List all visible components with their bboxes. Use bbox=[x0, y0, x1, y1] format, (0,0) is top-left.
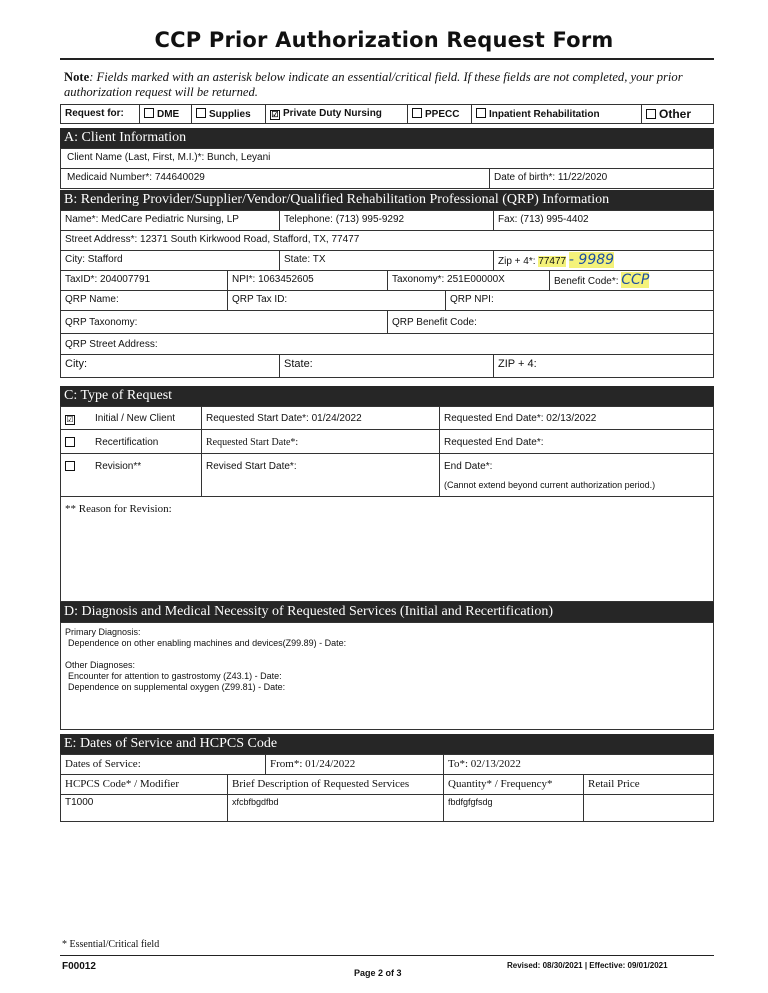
other-diagnosis-item: Dependence on supplemental oxygen (Z99.81) - Date: bbox=[68, 682, 286, 692]
hcpcs-column-header: HCPCS Code* / Modifier bbox=[65, 778, 179, 790]
city-row bbox=[60, 250, 714, 271]
benefit-code-field[interactable] bbox=[549, 271, 715, 290]
retail-price-column-header: Retail Price bbox=[583, 775, 715, 794]
revision-date: Revised: 08/30/2021 | Effective: 09/01/2021 bbox=[507, 961, 668, 970]
checkbox-icon bbox=[476, 108, 486, 118]
section-c-header: C: Type of Request bbox=[60, 386, 714, 406]
revised-start-date-field[interactable]: Revised Start Date*: bbox=[201, 454, 439, 496]
provider-name-field[interactable]: Name*: MedCare Pediatric Nursing, LP bbox=[65, 214, 239, 225]
primary-diagnosis-label: Primary Diagnosis: bbox=[65, 627, 141, 637]
city-field[interactable]: City: Stafford bbox=[65, 254, 123, 265]
qrp-zip-field[interactable]: ZIP + 4: bbox=[493, 355, 715, 377]
section-a-header: A: Client Information bbox=[60, 128, 714, 148]
section-e-header: E: Dates of Service and HCPCS Code bbox=[60, 734, 714, 754]
description-cell[interactable]: xfcbfbgdfbd bbox=[227, 795, 443, 821]
recert-end-date-field[interactable]: Requested End Date*: bbox=[439, 430, 715, 453]
qrp-state-field[interactable]: State: bbox=[279, 355, 493, 377]
benefit-code-label: Benefit Code*: bbox=[554, 276, 619, 287]
checkbox-icon bbox=[646, 109, 656, 119]
checkbox-initial[interactable] bbox=[61, 407, 91, 429]
retail-price-cell[interactable] bbox=[583, 795, 715, 821]
note-text: : Fields marked with an asterisk below indicate an essential/critical field. If these fields are not completed, your prior authorization request will be returned. bbox=[64, 70, 683, 99]
other-diagnosis-item: Encounter for attention to gastrostomy (Z43.1) - Date: bbox=[68, 671, 282, 681]
client-name-field[interactable]: Client Name (Last, First, M.I.)*: Bunch, Leyani bbox=[67, 152, 271, 163]
hcpcs-header-row bbox=[60, 774, 714, 795]
hcpcs-data-row bbox=[60, 794, 714, 822]
service-to-field[interactable]: To*: 02/13/2022 bbox=[443, 755, 715, 774]
quantity-cell[interactable]: fbdfgfgfsdg bbox=[443, 795, 583, 821]
qrp-benefit-code-field[interactable]: QRP Benefit Code: bbox=[387, 311, 715, 333]
essential-field-note: * Essential/Critical field bbox=[62, 939, 160, 950]
request-type-label: Revision** bbox=[95, 461, 142, 472]
primary-diagnosis: Dependence on other enabling machines and devices(Z99.89) - Date: bbox=[68, 638, 347, 648]
checkbox-supplies[interactable]: Supplies bbox=[191, 105, 265, 123]
dates-of-service-label: Dates of Service: bbox=[65, 758, 141, 770]
zip-field[interactable] bbox=[493, 251, 715, 270]
checkbox-ppecc[interactable]: PPECC bbox=[407, 105, 471, 123]
taxonomy-field[interactable]: Taxonomy*: 251E00000X bbox=[387, 271, 549, 290]
hcpcs-code-cell[interactable]: T1000 bbox=[65, 797, 94, 808]
footer-rule bbox=[60, 955, 714, 956]
reason-for-revision-label: ** Reason for Revision: bbox=[65, 503, 172, 515]
checkbox-icon bbox=[65, 437, 75, 447]
checked-box-icon: ☑ bbox=[271, 110, 279, 119]
other-diagnoses-label: Other Diagnoses: bbox=[65, 660, 136, 670]
note-label: Note bbox=[64, 70, 90, 84]
checkbox-icon bbox=[196, 108, 206, 118]
request-type-label: Recertification bbox=[95, 437, 159, 448]
checkbox-dme[interactable]: DME bbox=[139, 105, 191, 123]
reason-for-revision-box[interactable] bbox=[60, 496, 714, 602]
dates-of-service-row bbox=[60, 754, 714, 775]
qrp-name-field[interactable]: QRP Name: bbox=[65, 294, 119, 305]
request-type-row-revision bbox=[60, 453, 714, 497]
checkbox-private-duty-nursing[interactable]: ☑ Private Duty Nursing bbox=[265, 105, 407, 123]
requested-end-date-field[interactable]: Requested End Date*: 02/13/2022 bbox=[439, 407, 715, 429]
checkbox-icon bbox=[65, 461, 75, 471]
benefit-code-handwritten: CCP bbox=[621, 272, 650, 288]
diagnosis-content bbox=[65, 627, 346, 693]
end-date-note: (Cannot extend beyond current authorization period.) bbox=[444, 480, 656, 490]
state-field[interactable]: State: TX bbox=[279, 251, 493, 270]
provider-name-row bbox=[60, 210, 714, 231]
date-of-birth-field[interactable]: Date of birth*: 11/22/2020 bbox=[489, 169, 715, 188]
qrp-street-row bbox=[60, 333, 714, 355]
checkbox-revision[interactable] bbox=[61, 454, 91, 496]
checked-box-icon: ☑ bbox=[66, 415, 74, 424]
medicaid-number-field[interactable]: Medicaid Number*: 744640029 bbox=[67, 172, 205, 183]
street-row bbox=[60, 230, 714, 251]
client-name-row bbox=[60, 148, 714, 169]
request-type-label: Initial / New Client bbox=[95, 413, 176, 424]
quantity-column-header: Quantity* / Frequency* bbox=[443, 775, 583, 794]
street-address-field[interactable]: Street Address*: 12371 South Kirkwood Road, Stafford, TX, 77477 bbox=[65, 234, 360, 245]
description-column-header: Brief Description of Requested Services bbox=[227, 775, 443, 794]
recert-start-date-field[interactable]: Requested Start Date*: bbox=[201, 430, 439, 453]
request-for-label: Request for: bbox=[65, 108, 124, 119]
taxid-row bbox=[60, 270, 714, 291]
page-number: Page 2 of 3 bbox=[354, 968, 402, 978]
zip-label: Zip + 4*: bbox=[498, 256, 536, 267]
zip-value: 77477 bbox=[538, 256, 567, 267]
qrp-name-row bbox=[60, 290, 714, 311]
checkbox-icon bbox=[144, 108, 154, 118]
qrp-taxid-field[interactable]: QRP Tax ID: bbox=[227, 291, 445, 310]
npi-field[interactable]: NPI*: 1063452605 bbox=[227, 271, 387, 290]
zip-handwritten: - 9989 bbox=[568, 252, 615, 268]
request-type-row-recertification bbox=[60, 429, 714, 454]
checkbox-recertification[interactable] bbox=[61, 430, 91, 453]
taxid-field[interactable]: TaxID*: 204007791 bbox=[65, 274, 151, 285]
form-id: F00012 bbox=[62, 961, 96, 972]
service-from-field[interactable]: From*: 01/24/2022 bbox=[265, 755, 443, 774]
checkbox-icon bbox=[412, 108, 422, 118]
telephone-field[interactable]: Telephone: (713) 995-9292 bbox=[279, 211, 493, 230]
qrp-taxonomy-field[interactable]: QRP Taxonomy: bbox=[65, 317, 138, 328]
requested-start-date-field[interactable]: Requested Start Date*: 01/24/2022 bbox=[201, 407, 439, 429]
qrp-street-address-field[interactable]: QRP Street Address: bbox=[65, 339, 158, 350]
medicaid-row bbox=[60, 168, 714, 189]
fax-field[interactable]: Fax: (713) 995-4402 bbox=[493, 211, 715, 230]
page-title: CCP Prior Authorization Request Form bbox=[154, 28, 614, 52]
section-d-header: D: Diagnosis and Medical Necessity of Requested Services (Initial and Recertification) bbox=[60, 602, 714, 622]
qrp-city-row bbox=[60, 354, 714, 378]
revision-end-date-field[interactable] bbox=[439, 454, 715, 496]
diagnosis-box[interactable] bbox=[60, 622, 714, 730]
section-b-header: B: Rendering Provider/Supplier/Vendor/Qualified Rehabilitation Professional (QRP) Information bbox=[60, 190, 714, 210]
authorization-form bbox=[60, 104, 714, 954]
form-note bbox=[64, 70, 714, 100]
qrp-taxonomy-row bbox=[60, 310, 714, 334]
request-for-row bbox=[60, 104, 714, 124]
qrp-city-field[interactable]: City: bbox=[65, 358, 87, 370]
title-rule bbox=[60, 58, 714, 60]
end-date-label: End Date*: bbox=[444, 461, 493, 472]
checkbox-other[interactable]: Other bbox=[641, 105, 715, 123]
request-type-row-initial bbox=[60, 406, 714, 430]
checkbox-inpatient-rehabilitation[interactable]: Inpatient Rehabilitation bbox=[471, 105, 641, 123]
qrp-npi-field[interactable]: QRP NPI: bbox=[445, 291, 715, 310]
